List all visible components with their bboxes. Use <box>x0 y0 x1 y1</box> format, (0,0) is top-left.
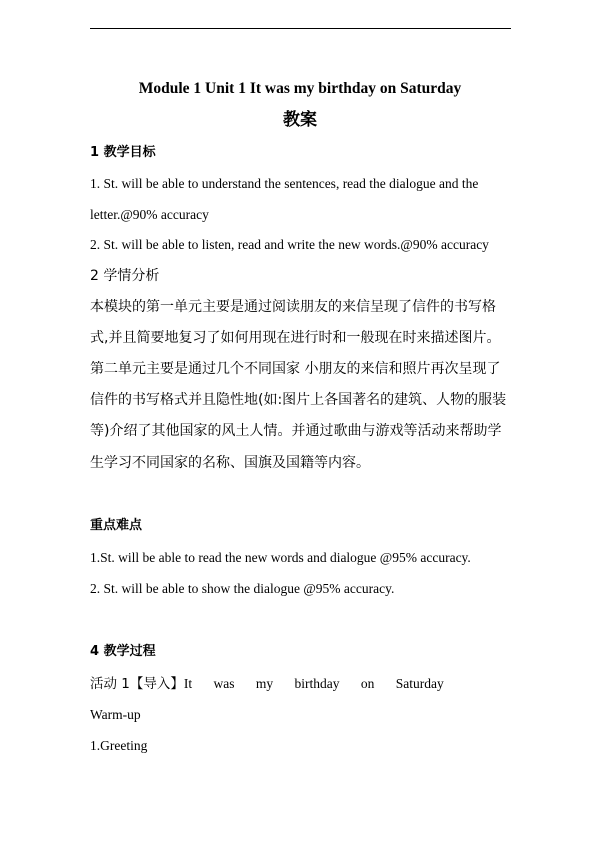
key-points-line-1: 1.St. will be able to read the new words and dialogue @95% accuracy. <box>90 550 471 565</box>
objectives-heading: 1 教学目标 <box>90 145 156 160</box>
key-points-line-2: 2. St. will be able to show the dialogue @95% accuracy. <box>90 581 395 596</box>
analysis-line-4: 信件的书写格式并且隐性地(如:图片上各国著名的建筑、人物的服装 <box>90 392 507 408</box>
document-subtitle: 教案 <box>283 110 317 130</box>
process-line-2: 1.Greeting <box>90 738 148 753</box>
analysis-line-6: 生学习不同国家的名称、国旗及国籍等内容。 <box>90 455 370 471</box>
objectives-line-1: 1. St. will be able to understand the sentences, read the dialogue and the <box>90 176 479 191</box>
analysis-line-1: 本模块的第一单元主要是通过阅读朋友的来信呈现了信件的书写格 <box>90 299 496 315</box>
activity-title: It was my birthday on Saturday <box>183 676 444 691</box>
analysis-heading: 2 学情分析 <box>90 268 160 284</box>
header-rule <box>90 28 511 29</box>
analysis-line-5: 等)介绍了其他国家的风土人情。并通过歌曲与游戏等活动来帮助学 <box>90 423 502 439</box>
analysis-line-2: 式,并且简要地复习了如何用现在进行时和一般现在时来描述图片。 <box>90 330 501 346</box>
activity-line <box>90 675 444 693</box>
process-line-1: Warm-up <box>90 707 141 722</box>
activity-prefix: 活动 1【导入】 <box>90 676 184 692</box>
objectives-line-3: 2. St. will be able to listen, read and write the new words.@90% accuracy <box>90 237 489 252</box>
process-heading: 4 教学过程 <box>90 644 156 659</box>
analysis-line-3: 第二单元主要是通过几个不同国家 小朋友的来信和照片再次呈现了 <box>90 361 501 377</box>
key-points-heading: 重点难点 <box>90 518 143 533</box>
objectives-line-2: letter.@90% accuracy <box>90 207 209 222</box>
document-title: Module 1 Unit 1 It was my birthday on Saturday <box>138 80 462 97</box>
